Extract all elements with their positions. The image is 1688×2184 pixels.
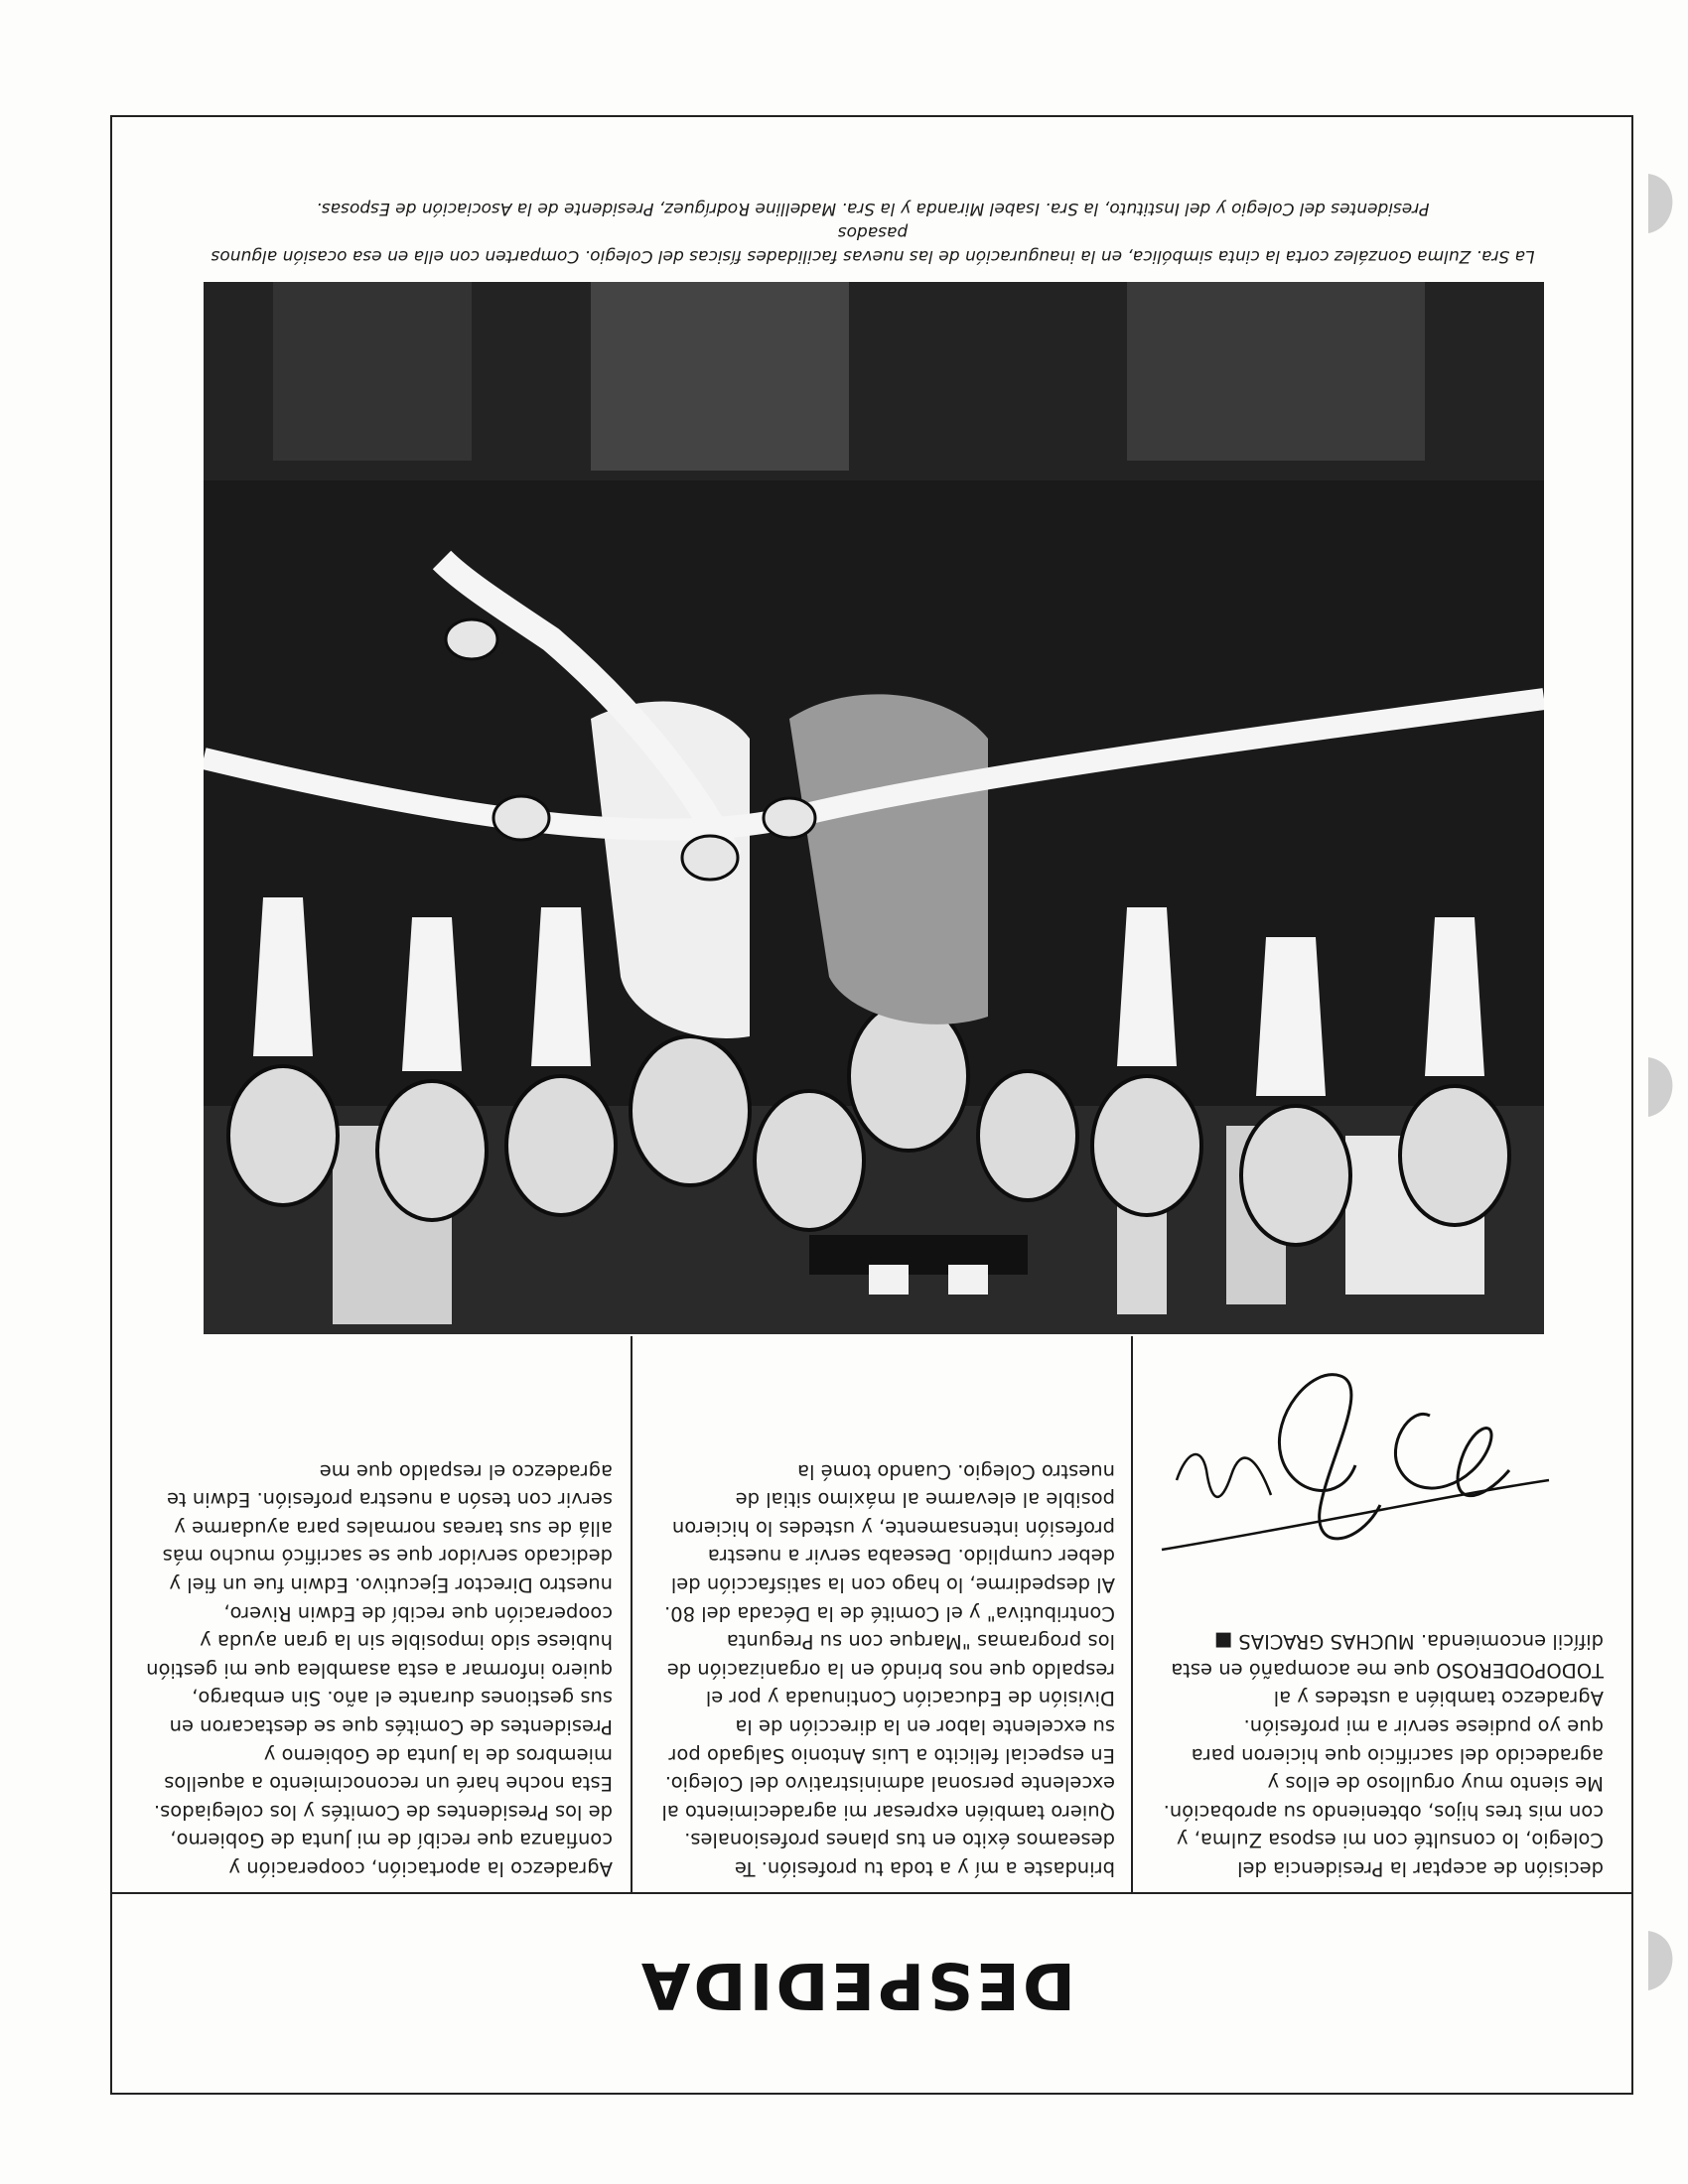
signature-image	[1157, 1356, 1569, 1565]
column-2-paragraph-1: brindaste a mí y a toda tu profesión. Te deseamos éxito en tus planes profesionales.	[684, 1829, 1115, 1880]
caption-line-1: La Sra. Zulma González corta la cinta simbólica, en la inauguración de las nuevas facilidades físicas del Colegio. Comparten con ella en esa ocasión algunos pasados	[211, 222, 1535, 266]
column-3-paragraph-1: Agradezco la aportación, cooperación y confianza que recibí de mi Junta de Gobierno, de los Presidentes de Comités y los colegiados. Esta noche haré un reconocimiento a aquellos miembros de la Junta de Gobierno y Presidentes de Comités que se destacaron en sus gestiones durante el año. Sin embargo, quiero informar a esta asamblea que mi gestión hubiese sido imposible sin la gran ayuda y cooperación que recibí de Edwin Rivero, nuestro Director Ejecutivo. Edwin fue un fiel y dedicado servidor que se sacrificó mucho más allá de sus tareas normales para ayudarme y servir con tesón a nuestra profesión. Edwin te agradezco el respaldo que me	[146, 1459, 613, 1880]
text-column-1	[1157, 1346, 1604, 1882]
photo-illustration	[204, 282, 1544, 1334]
column-2-paragraph-3: Al despedirme, lo hago con la satisfacción del deber cumplido. Deseaba servir a nuestra profesión intensamente, y ustedes lo hicieron posible al elevarme al máximo sitial de nuestro Colegio. Cuando tomé la	[670, 1459, 1115, 1597]
binder-hole-mark	[1648, 169, 1688, 238]
text-column-3	[146, 1346, 613, 1882]
photo-caption	[204, 197, 1542, 268]
ribbon-cutting-photo	[204, 282, 1544, 1334]
binder-hole-mark	[1648, 1052, 1688, 1122]
text-columns	[112, 1336, 1631, 1892]
column-1-paragraph-1: decisión de aceptar la Presidencia del Colegio, lo consulté con mi esposa Zulma, y con mis tres hijos, obteniendo su aprobación. Me siento muy orgulloso de ellos y agradecido del sacrificio que hicieron para que yo pudiese servir a mi profesión.	[1163, 1715, 1604, 1880]
column-2-paragraph-2: Quiero también expresar mi agradecimiento al excelente personal administrativo del Colegio. En especial felicito a Luis Antonio Salgado por su excelente labor en la dirección de la División de Educación Continuada y por el respaldo que nos brindó en la organización de los programas "Marque con su Pregunta Contributiva" y el Comité de la Década del 80.	[661, 1601, 1115, 1824]
page-frame	[110, 115, 1633, 2095]
text-column-2	[658, 1346, 1115, 1882]
caption-line-2: Presidentes del Colegio y del Instituto, la Sra. Isabel Miranda y la Sra. Madelline Rodríguez, Presidente de la Asociación de Esposas.	[316, 199, 1430, 218]
page-title: DESPEDIDA	[637, 1948, 1075, 2021]
title-row	[112, 1892, 1631, 2093]
binder-hole-mark	[1648, 1926, 1688, 1995]
column-1-paragraph-2: Agradezco también a ustedes y al TODOPODEROSO que me acompañó en esta difícil encomienda. MUCHAS GRACIAS ■	[1171, 1630, 1604, 1710]
column-divider	[1131, 1336, 1133, 1892]
column-divider	[631, 1336, 633, 1892]
